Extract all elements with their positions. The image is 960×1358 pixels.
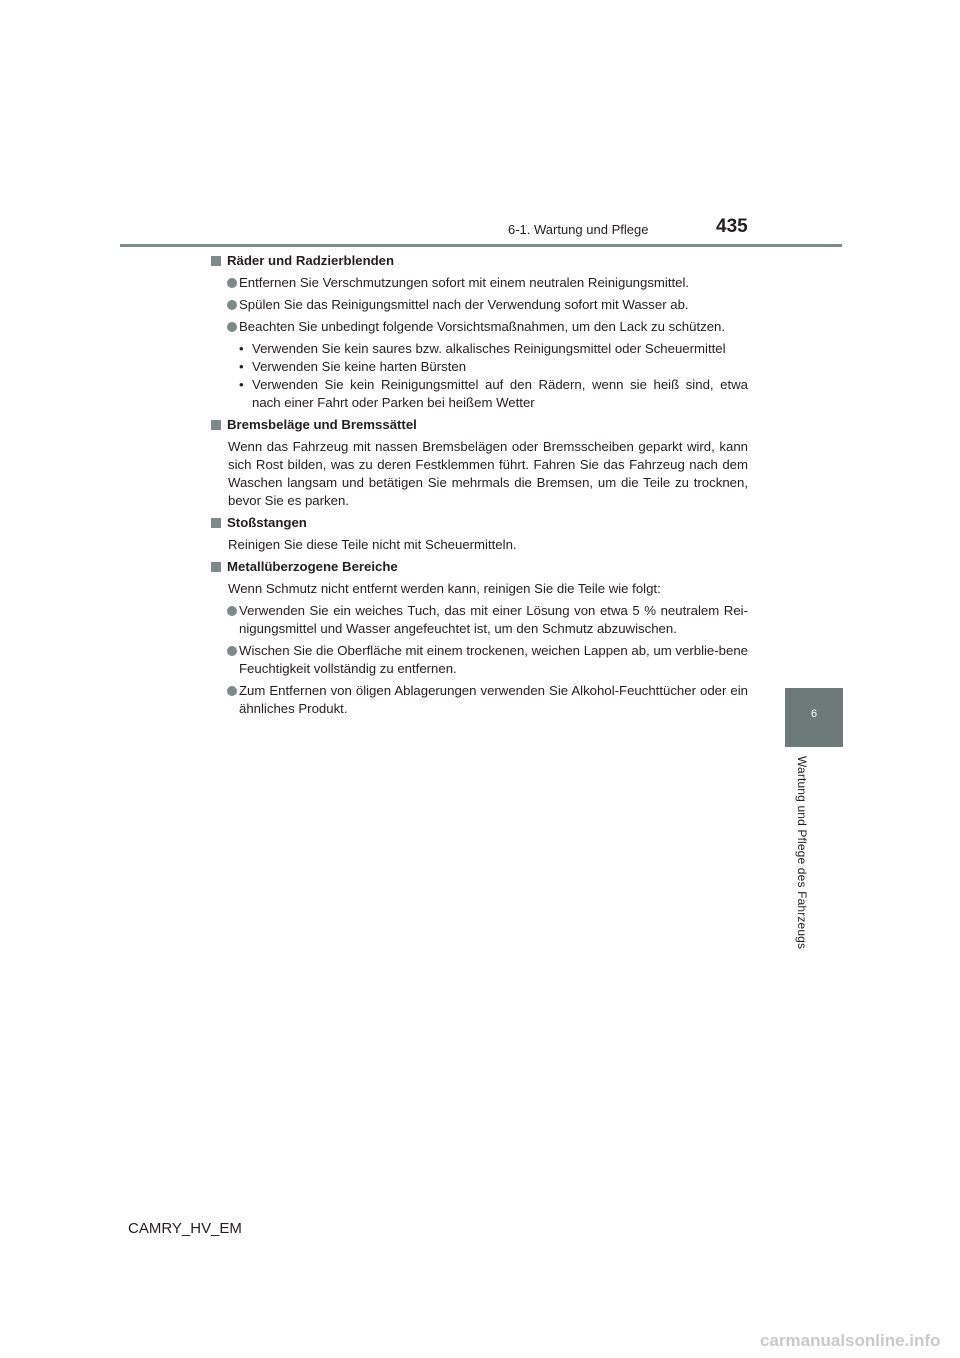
section-heading-text: Metallüberzogene Bereiche: [227, 559, 398, 574]
list-item: [228, 318, 748, 336]
circle-bullet-icon: [227, 278, 237, 288]
section-heading-brakes: [210, 416, 748, 434]
list-item: [228, 602, 748, 638]
square-bullet-icon: [211, 256, 221, 266]
square-bullet-icon: [211, 562, 221, 572]
header-divider: [120, 244, 842, 247]
circle-bullet-icon: [227, 686, 237, 696]
sub-list-item: [239, 358, 748, 376]
list-item-text: Verwenden Sie ein weiches Tuch, das mit einer Lösung von etwa 5 % neutralem Rei-nigungsmittel und Wasser angefeuchtet ist, um den Schmutz abzuwischen.: [239, 603, 748, 636]
dot-marker-icon: •: [239, 341, 244, 356]
square-bullet-icon: [211, 518, 221, 528]
chapter-tab: [785, 688, 843, 747]
circle-bullet-icon: [227, 606, 237, 616]
section-heading-bumpers: [210, 514, 748, 532]
section-paragraph: Reinigen Sie diese Teile nicht mit Scheuermitteln.: [228, 537, 517, 552]
sub-list-item-text: Verwenden Sie kein saures bzw. alkalisches Reinigungsmittel oder Scheuermittel: [252, 341, 726, 356]
section-heading-metal-coated: [210, 558, 748, 576]
dot-marker-icon: •: [239, 359, 244, 374]
sub-list-item: [239, 340, 748, 358]
list-item: [228, 682, 748, 718]
model-code: CAMRY_HV_EM: [128, 1220, 242, 1237]
list-item: [228, 296, 748, 314]
circle-bullet-icon: [227, 300, 237, 310]
list-item-text: Spülen Sie das Reinigungsmittel nach der Verwendung sofort mit Wasser ab.: [239, 297, 689, 312]
section-heading-wheels: [210, 252, 748, 270]
circle-bullet-icon: [227, 646, 237, 656]
list-item: [228, 642, 748, 678]
list-item-text: Entfernen Sie Verschmutzungen sofort mit einem neutralen Reinigungsmittel.: [239, 275, 690, 290]
list-item-text: Wischen Sie die Oberfläche mit einem trockenen, weichen Lappen ab, um verblie-bene Feuchtigkeit vollständig zu entfernen.: [239, 643, 748, 676]
chapter-tab-number: 6: [810, 708, 818, 720]
watermark: carmanualsonline.info: [760, 1331, 941, 1350]
header-section-title: 6-1. Wartung und Pflege: [508, 222, 649, 237]
list-item: [228, 274, 748, 292]
sub-list-item-text: Verwenden Sie keine harten Bürsten: [252, 359, 467, 374]
chapter-tab-label: Wartung und Pflege des Fahrzeugs: [795, 756, 809, 950]
list-item-text: Beachten Sie unbedingt folgende Vorsichtsmaßnahmen, um den Lack zu schützen.: [239, 319, 726, 334]
circle-bullet-icon: [227, 322, 237, 332]
list-item-text: Zum Entfernen von öligen Ablagerungen verwenden Sie Alkohol-Feuchttücher oder ein ähnliches Produkt.: [239, 683, 748, 716]
section-paragraph: Wenn Schmutz nicht entfernt werden kann, reinigen Sie die Teile wie folgt:: [228, 581, 661, 596]
section-heading-text: Räder und Radzierblenden: [227, 253, 395, 268]
precaution-sub-list: [239, 340, 748, 412]
square-bullet-icon: [211, 420, 221, 430]
section-heading-text: Bremsbeläge und Bremssättel: [227, 417, 417, 432]
section-heading-text: Stoßstangen: [227, 515, 307, 530]
sub-list-item: [239, 376, 748, 412]
dot-marker-icon: •: [239, 377, 244, 392]
page-number: 435: [716, 216, 748, 237]
section-paragraph: Wenn das Fahrzeug mit nassen Bremsbelägen oder Bremsscheiben geparkt wird, kann sich Rost bilden, was zu deren Festklemmen führt. Fahren Sie das Fahrzeug nach dem Waschen langsam und betätigen Sie mehrmals die Bremsen, um die Teile zu trocknen, bevor Sie es parken.: [228, 439, 748, 508]
sub-list-item-text: Verwenden Sie kein Reinigungsmittel auf den Rädern, wenn sie heiß sind, etwa nach einer Fahrt oder Parken bei heißem Wetter: [252, 377, 748, 410]
main-content: [210, 252, 748, 718]
